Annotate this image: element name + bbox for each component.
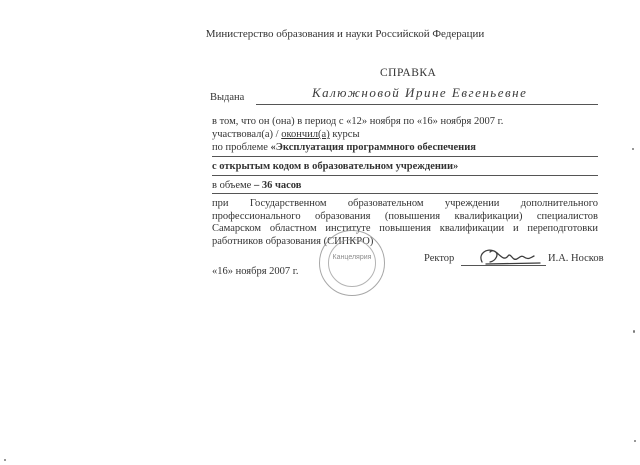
problem-underline-1 (212, 156, 598, 157)
course-title-part-2: с открытым кодом в образовательном учреждении» (212, 161, 459, 172)
stamp-label: Канцелярия (332, 254, 372, 261)
participation-line (212, 129, 360, 141)
document-title: СПРАВКА (380, 67, 437, 79)
participation-prefix: участвовал(а) / (212, 129, 282, 140)
rector-name: И.А. Носков (548, 253, 604, 264)
problem-underline-2 (212, 175, 598, 176)
official-stamp-icon (319, 230, 385, 296)
participation-suffix: курсы (329, 129, 360, 140)
issue-date: «16» ноября 2007 г. (212, 266, 299, 277)
completed-option: окончил(а) (281, 129, 330, 140)
problem-prefix: по проблеме (212, 142, 271, 153)
period-line: в том, что он (она) в период с «12» ноября по «16» ноября 2007 г. (212, 116, 504, 127)
rector-label: Ректор (424, 253, 455, 264)
scan-speck (633, 330, 635, 333)
signature-icon (470, 244, 550, 270)
scan-speck (634, 440, 636, 442)
volume-underline (212, 193, 598, 194)
volume-line (212, 180, 301, 192)
volume-value: – 36 часов (253, 180, 302, 191)
recipient-underline (256, 104, 598, 105)
institution-paragraph: при Государственном образовательном учреждении дополнительного профессионального образования (повышения квалификации) специалистов Самарском областном институте повышения квалификации и переподготовки работников образования (СИПКРО) (212, 198, 598, 247)
scan-speck (632, 148, 634, 150)
issued-label: Выдана (210, 92, 245, 103)
problem-line-1 (212, 142, 476, 154)
ministry-header: Министерство образования и науки Российской Федерации (205, 28, 485, 40)
volume-prefix: в объеме (212, 180, 254, 191)
recipient-name: Калюжновой Ирине Евгеньевне (312, 85, 528, 100)
scan-speck (4, 459, 6, 461)
course-title-part-1: «Эксплуатация программного обеспечения (270, 142, 476, 153)
